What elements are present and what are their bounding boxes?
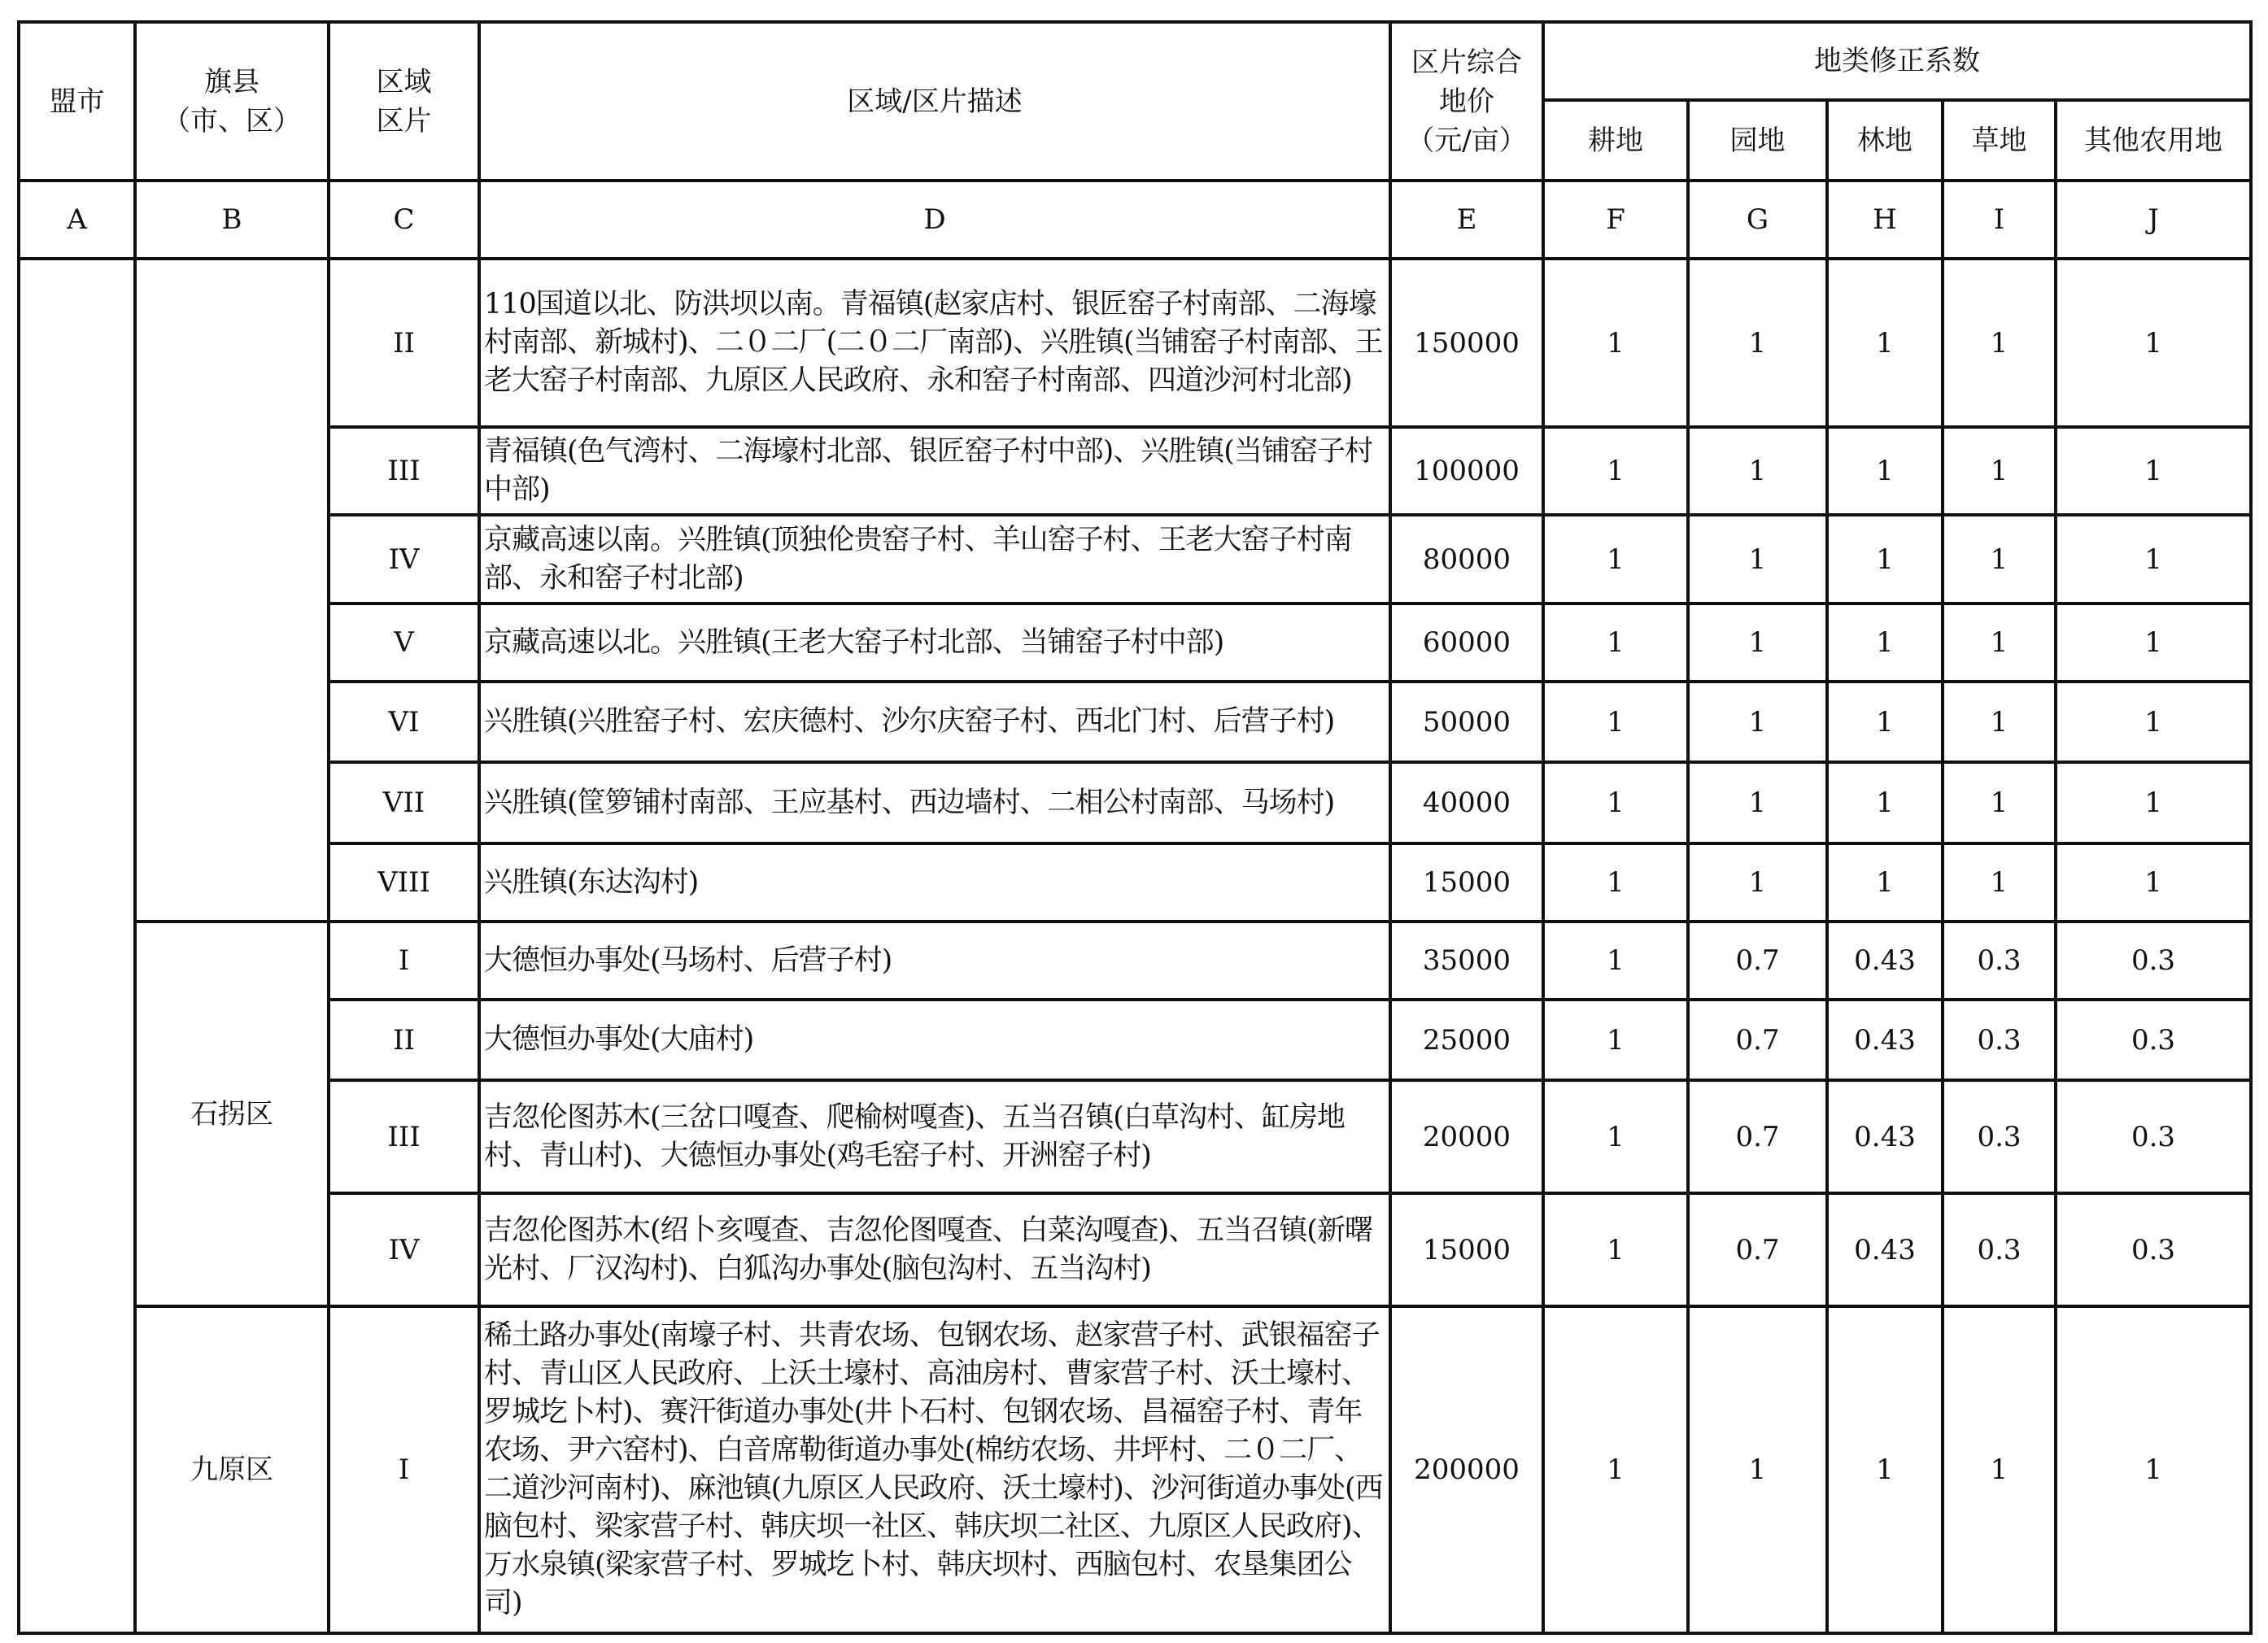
coefficient-cell-g: 0.7 (1688, 922, 1827, 1000)
coefficient-cell-j: 1 (2056, 843, 2251, 922)
zone-cell: I (329, 1306, 479, 1633)
coefficient-cell-f: 1 (1543, 762, 1688, 843)
coefficient-cell-h: 1 (1827, 1306, 1943, 1633)
coefficient-cell-i: 1 (1943, 1306, 2056, 1633)
price-cell: 60000 (1390, 604, 1543, 682)
coefficient-cell-i: 0.3 (1943, 1193, 2056, 1306)
coefficient-cell-i: 1 (1943, 427, 2056, 515)
price-cell: 35000 (1390, 922, 1543, 1000)
coefficient-cell-f: 1 (1543, 515, 1688, 604)
zone-cell: II (329, 259, 479, 427)
coefficient-cell-g: 1 (1688, 515, 1827, 604)
zone-cell: VII (329, 762, 479, 843)
description-cell: 兴胜镇(兴胜窑子村、宏庆德村、沙尔庆窑子村、西北门村、后营子村) (479, 682, 1390, 762)
coefficient-cell-f: 1 (1543, 1193, 1688, 1306)
description-cell: 兴胜镇(筐箩铺村南部、王应基村、西边墙村、二相公村南部、马场村) (479, 762, 1390, 843)
coefficient-cell-j: 1 (2056, 259, 2251, 427)
coefficient-cell-f: 1 (1543, 682, 1688, 762)
header-description: 区域/区片描述 (479, 22, 1390, 181)
price-cell: 20000 (1390, 1080, 1543, 1193)
header-other-agri: 其他农用地 (2056, 100, 2251, 181)
table-row (19, 1306, 2251, 1633)
coefficient-cell-i: 0.3 (1943, 1000, 2056, 1080)
coefficient-cell-g: 1 (1688, 843, 1827, 922)
coefficient-cell-f: 1 (1543, 922, 1688, 1000)
coefficient-cell-h: 0.43 (1827, 1080, 1943, 1193)
header-correction-group: 地类修正系数 (1543, 22, 2251, 100)
column-letter: F (1543, 181, 1688, 259)
header-grass: 草地 (1943, 100, 2056, 181)
county-cell: 九原区 (135, 1306, 329, 1633)
coefficient-cell-j: 1 (2056, 762, 2251, 843)
column-letter: E (1390, 181, 1543, 259)
zone-cell: III (329, 1080, 479, 1193)
coefficient-cell-j: 1 (2056, 1306, 2251, 1633)
description-cell: 110国道以北、防洪坝以南。青福镇(赵家店村、银匠窑子村南部、二海壕村南部、新城村)、二０二厂(二０二厂南部)、兴胜镇(当铺窑子村南部、王老大窑子村南部、九原区人民政府、永和窑子村南部、四道沙河村北部) (479, 259, 1390, 427)
coefficient-cell-i: 1 (1943, 259, 2056, 427)
price-cell: 50000 (1390, 682, 1543, 762)
price-cell: 15000 (1390, 1193, 1543, 1306)
table-row (19, 762, 2251, 843)
coefficient-cell-j: 1 (2056, 427, 2251, 515)
price-cell: 150000 (1390, 259, 1543, 427)
coefficient-cell-f: 1 (1543, 1080, 1688, 1193)
coefficient-cell-j: 1 (2056, 604, 2251, 682)
zone-cell: III (329, 427, 479, 515)
coefficient-cell-g: 1 (1688, 259, 1827, 427)
coefficient-cell-h: 1 (1827, 515, 1943, 604)
zone-cell: V (329, 604, 479, 682)
description-cell: 大德恒办事处(大庙村) (479, 1000, 1390, 1080)
coefficient-cell-i: 1 (1943, 843, 2056, 922)
coefficient-cell-g: 1 (1688, 427, 1827, 515)
table-row (19, 515, 2251, 604)
description-cell: 吉忽伦图苏木(绍卜亥嘎查、吉忽伦图嘎查、白菜沟嘎查)、五当召镇(新曙光村、厂汉沟村)、白狐沟办事处(脑包沟村、五当沟村) (479, 1193, 1390, 1306)
coefficient-cell-f: 1 (1543, 604, 1688, 682)
table-row (19, 843, 2251, 922)
coefficient-cell-f: 1 (1543, 1306, 1688, 1633)
column-letter: I (1943, 181, 2056, 259)
coefficient-cell-g: 1 (1688, 682, 1827, 762)
coefficient-cell-h: 1 (1827, 682, 1943, 762)
header-league-city: 盟市 (19, 22, 135, 181)
table-row (19, 604, 2251, 682)
coefficient-cell-f: 1 (1543, 843, 1688, 922)
county-cell (135, 259, 329, 922)
header-cultivated: 耕地 (1543, 100, 1688, 181)
coefficient-cell-i: 1 (1943, 604, 2056, 682)
coefficient-cell-g: 1 (1688, 604, 1827, 682)
coefficient-cell-g: 0.7 (1688, 1193, 1827, 1306)
price-cell: 80000 (1390, 515, 1543, 604)
column-letter: J (2056, 181, 2251, 259)
price-cell: 25000 (1390, 1000, 1543, 1080)
coefficient-cell-j: 0.3 (2056, 1000, 2251, 1080)
coefficient-cell-j: 0.3 (2056, 922, 2251, 1000)
coefficient-cell-i: 0.3 (1943, 1080, 2056, 1193)
zone-cell: IV (329, 515, 479, 604)
description-cell: 青福镇(色气湾村、二海壕村北部、银匠窑子村中部)、兴胜镇(当铺窑子村中部) (479, 427, 1390, 515)
header-price: 区片综合 地价 （元/亩） (1390, 22, 1543, 181)
coefficient-cell-h: 1 (1827, 427, 1943, 515)
table-row (19, 682, 2251, 762)
description-cell: 大德恒办事处(马场村、后营子村) (479, 922, 1390, 1000)
header-county: 旗县 （市、区） (135, 22, 329, 181)
table-row (19, 1080, 2251, 1193)
description-cell: 稀土路办事处(南壕子村、共青农场、包钢农场、赵家营子村、武银福窑子村、青山区人民政府、上沃土壕村、高油房村、曹家营子村、沃土壕村、罗城圪卜村)、赛汗街道办事处(井卜石村、包钢农场、昌福窑子村、青年农场、尹六窑村)、白音席勒街道办事处(棉纺农场、井坪村、二０二厂、二道沙河南村)、麻池镇(九原区人民政府、沃土壕村)、沙河街道办事处(西脑包村、梁家营子村、韩庆坝一社区、韩庆坝二社区、九原区人民政府)、万水泉镇(梁家营子村、罗城圪卜村、韩庆坝村、西脑包村、农垦集团公司) (479, 1306, 1390, 1633)
coefficient-cell-h: 1 (1827, 843, 1943, 922)
coefficient-cell-i: 1 (1943, 515, 2056, 604)
coefficient-cell-h: 0.43 (1827, 1000, 1943, 1080)
zone-cell: I (329, 922, 479, 1000)
coefficient-cell-f: 1 (1543, 427, 1688, 515)
table-row (19, 922, 2251, 1000)
description-cell: 京藏高速以北。兴胜镇(王老大窑子村北部、当铺窑子村中部) (479, 604, 1390, 682)
column-letter: A (19, 181, 135, 259)
coefficient-cell-g: 0.7 (1688, 1000, 1827, 1080)
coefficient-cell-i: 1 (1943, 682, 2056, 762)
coefficient-cell-h: 1 (1827, 762, 1943, 843)
header-forest: 林地 (1827, 100, 1943, 181)
description-cell: 吉忽伦图苏木(三岔口嘎查、爬榆树嘎查)、五当召镇(白草沟村、缸房地村、青山村)、大德恒办事处(鸡毛窑子村、开洲窑子村) (479, 1080, 1390, 1193)
coefficient-cell-f: 1 (1543, 259, 1688, 427)
column-letter: H (1827, 181, 1943, 259)
header-zone: 区域 区片 (329, 22, 479, 181)
coefficient-cell-g: 0.7 (1688, 1080, 1827, 1193)
table-row (19, 1000, 2251, 1080)
zone-cell: VI (329, 682, 479, 762)
coefficient-cell-i: 0.3 (1943, 922, 2056, 1000)
table-row (19, 1193, 2251, 1306)
coefficient-cell-g: 1 (1688, 1306, 1827, 1633)
land-price-table (17, 20, 2253, 1635)
price-cell: 15000 (1390, 843, 1543, 922)
coefficient-cell-j: 1 (2056, 515, 2251, 604)
coefficient-cell-h: 0.43 (1827, 1193, 1943, 1306)
coefficient-cell-h: 0.43 (1827, 922, 1943, 1000)
coefficient-cell-j: 0.3 (2056, 1080, 2251, 1193)
league-city-cell (19, 259, 135, 1633)
column-letter: G (1688, 181, 1827, 259)
price-cell: 40000 (1390, 762, 1543, 843)
column-letter: B (135, 181, 329, 259)
price-cell: 100000 (1390, 427, 1543, 515)
coefficient-cell-g: 1 (1688, 762, 1827, 843)
coefficient-cell-f: 1 (1543, 1000, 1688, 1080)
table-row (19, 427, 2251, 515)
column-letter: D (479, 181, 1390, 259)
county-cell: 石拐区 (135, 922, 329, 1306)
coefficient-cell-h: 1 (1827, 259, 1943, 427)
zone-cell: VIII (329, 843, 479, 922)
coefficient-cell-i: 1 (1943, 762, 2056, 843)
description-cell: 兴胜镇(东达沟村) (479, 843, 1390, 922)
description-cell: 京藏高速以南。兴胜镇(顶独伦贵窑子村、羊山窑子村、王老大窑子村南部、永和窑子村北部) (479, 515, 1390, 604)
coefficient-cell-j: 0.3 (2056, 1193, 2251, 1306)
table-row (19, 259, 2251, 427)
zone-cell: II (329, 1000, 479, 1080)
column-letter: C (329, 181, 479, 259)
header-garden: 园地 (1688, 100, 1827, 181)
zone-cell: IV (329, 1193, 479, 1306)
coefficient-cell-j: 1 (2056, 682, 2251, 762)
price-cell: 200000 (1390, 1306, 1543, 1633)
coefficient-cell-h: 1 (1827, 604, 1943, 682)
